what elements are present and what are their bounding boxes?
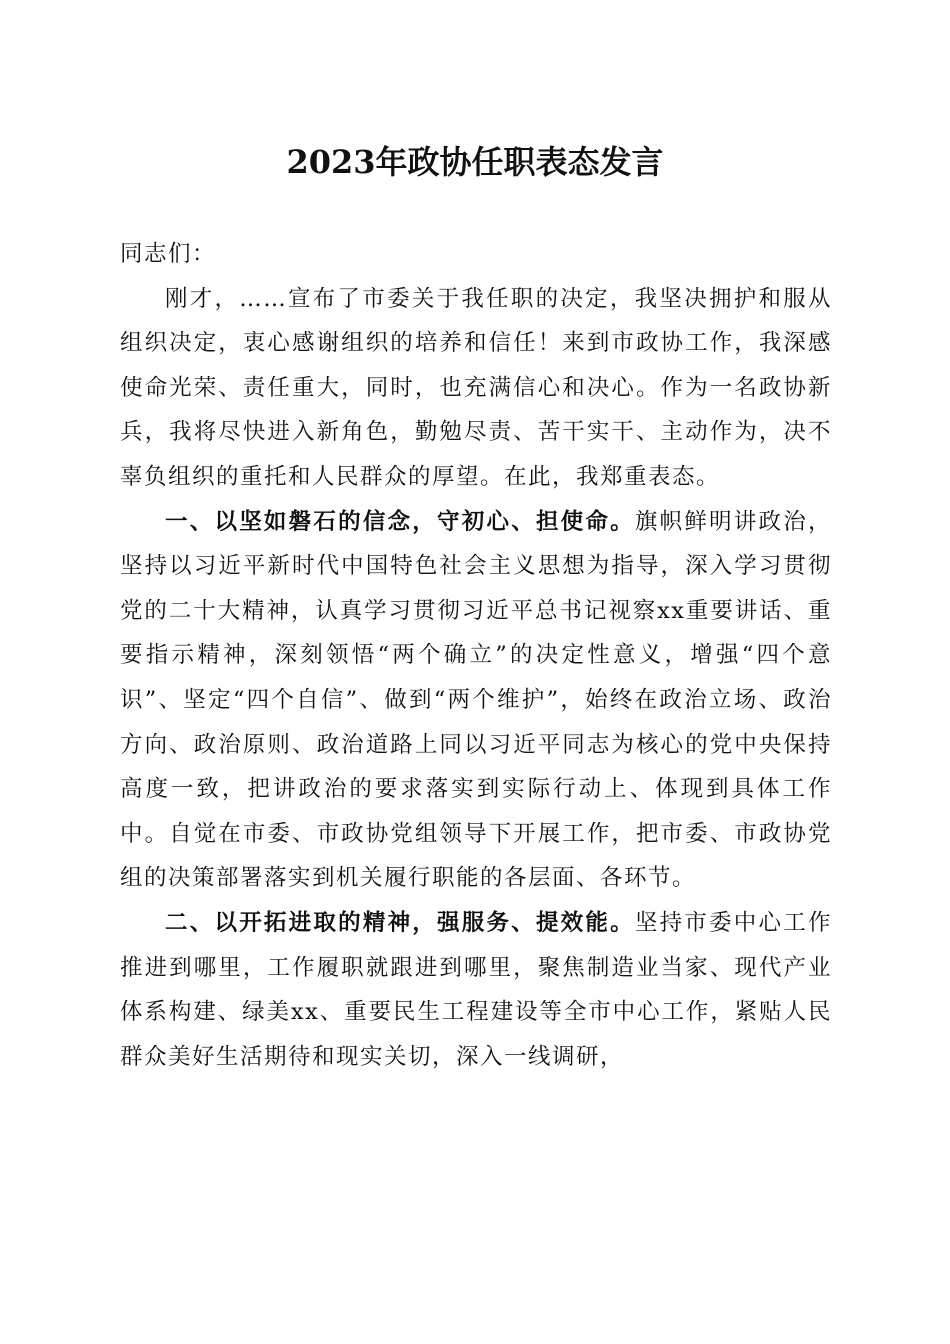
section-2-heading: 二、以开拓进取的精神，强服务、提效能。	[165, 909, 635, 936]
document-body	[120, 232, 832, 1079]
section-1-heading: 一、以坚如磐石的信念，守初心、担使命。	[165, 508, 635, 535]
salutation: 同志们：	[120, 241, 217, 267]
section-2-paragraph	[120, 901, 832, 1079]
section-2-text: 坚持市委中心工作推进到哪里，工作履职就跟进到哪里，聚焦制造业当家、现代产业体系构建、绿美xx、重要民生工程建设等全市中心工作，紧贴人民群众美好生活期待和现实关切，深入一线调研，	[120, 909, 832, 1070]
intro-paragraph: 刚才，……宣布了市委关于我任职的决定，我坚决拥护和服从组织决定，衷心感谢组织的培养和信任！来到市政协工作，我深感使命光荣、责任重大，同时，也充满信心和决心。作为一名政协新兵，我将尽快进入新角色，勤勉尽责、苦干实干、主动作为，决不辜负组织的重托和人民群众的厚望。在此，我郑重表态。	[120, 285, 832, 490]
section-1-paragraph	[120, 500, 832, 901]
section-1-text: 旗帜鲜明讲政治，坚持以习近平新时代中国特色社会主义思想为指导，深入学习贯彻党的二十大精神，认真学习贯彻习近平总书记视察xx重要讲话、重要指示精神，深刻领悟“两个确立”的决定性意义，增强“四个意识”、坚定“四个自信”、做到“两个维护”，始终在政治立场、政治方向、政治原则、政治道路上同以习近平同志为核心的党中央保持高度一致，把讲政治的要求落实到实际行动上、体现到具体工作中。自觉在市委、市政协党组领导下开展工作，把市委、市政协党组的决策部署落实到机关履行职能的各层面、各环节。	[120, 508, 832, 892]
document-title: 2023年政协任职表态发言	[286, 143, 664, 181]
